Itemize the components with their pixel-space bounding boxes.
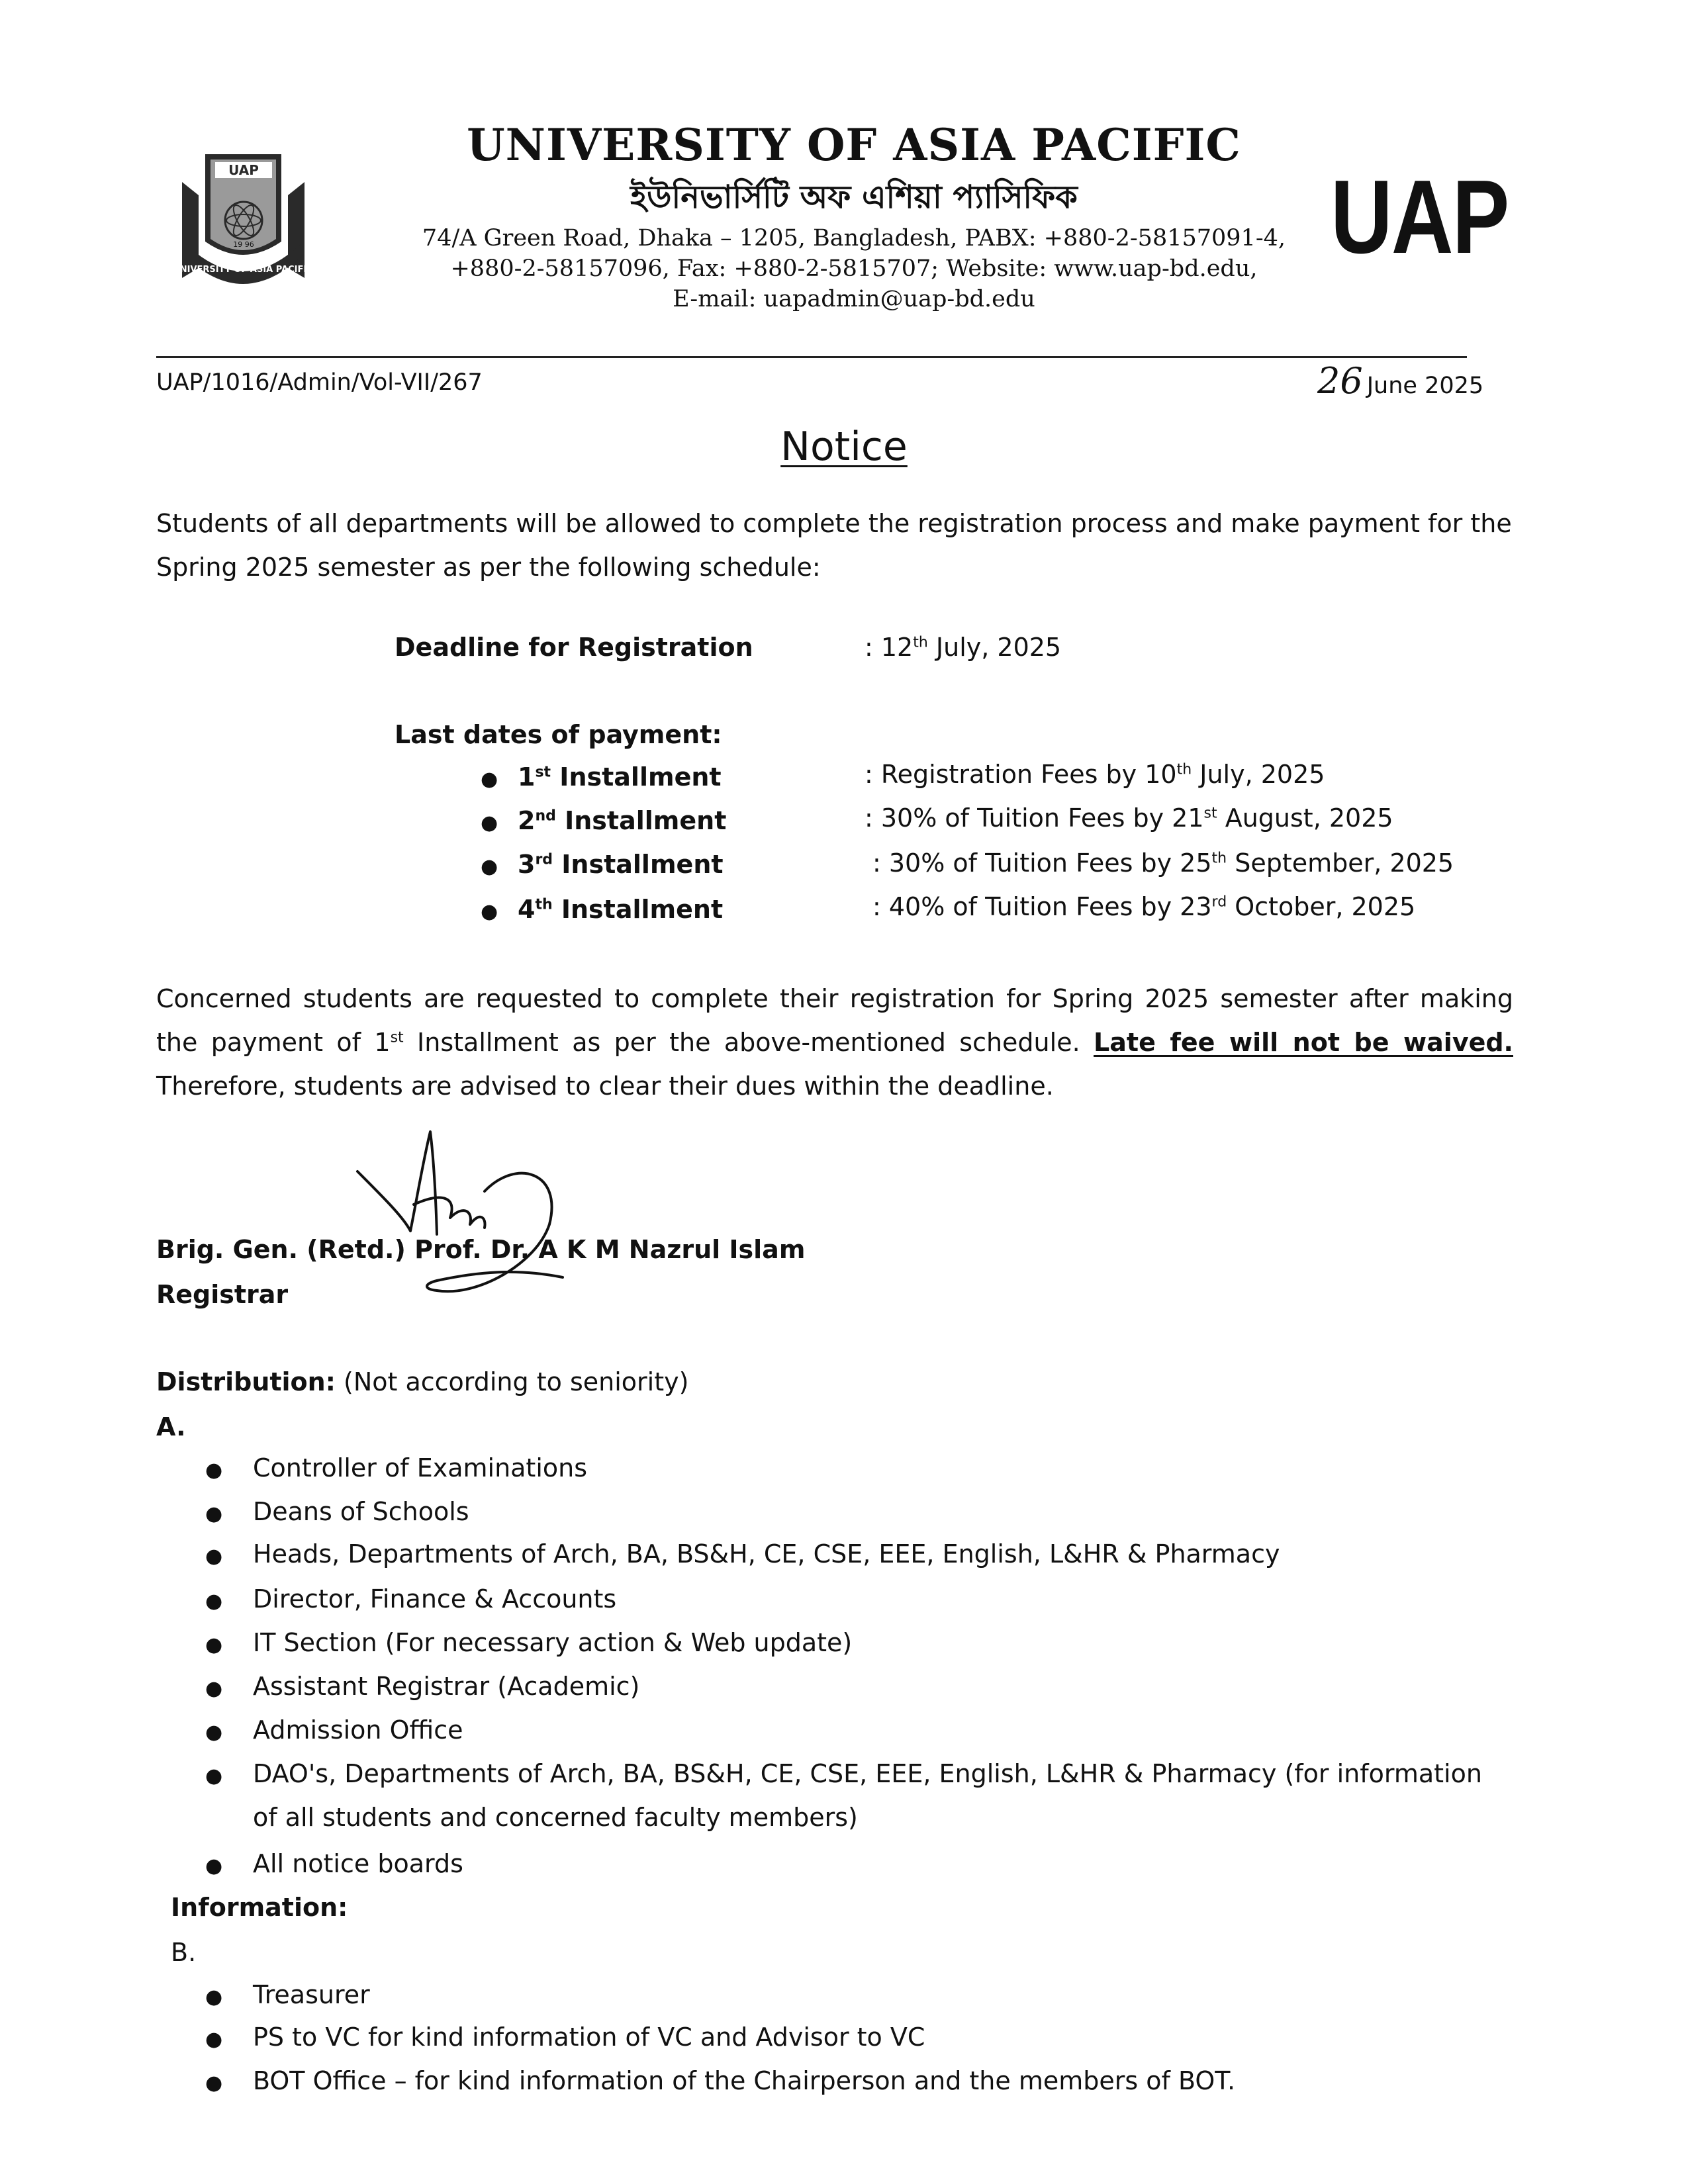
group-a-label: A. (156, 1412, 186, 1441)
list-item (205, 1539, 1280, 1569)
bullet-icon: ● (205, 1633, 223, 1657)
installment-2-value (865, 803, 1393, 833)
installment-1-sup: st (535, 764, 551, 781)
date-day: 26 (1317, 360, 1363, 402)
list-item-text: IT Section (For necessary action & Web update) (253, 1628, 853, 1657)
installment-3-sup: rd (535, 851, 553, 868)
list-item (205, 1453, 587, 1482)
installment-4-value (872, 892, 1415, 921)
information-heading: Information: (171, 1893, 348, 1922)
list-item (205, 1715, 463, 1745)
installment-4-value-rest: October, 2025 (1227, 892, 1416, 921)
email-line: E-mail: uapadmin@uap-bd.edu (673, 286, 1035, 312)
list-item (205, 1980, 370, 2009)
notice-title-text: Notice (780, 424, 908, 470)
bullet-icon: ● (205, 2028, 223, 2051)
installment-4-num: 4 (518, 895, 536, 924)
closing-sup: st (390, 1029, 404, 1046)
installment-1-num: 1 (518, 762, 536, 792)
reference-number: UAP/1016/Admin/Vol-VII/267 (156, 369, 483, 396)
address-line-1: 74/A Green Road, Dhaka – 1205, Bangladesh, PABX: +880-2-58157091-4, (422, 225, 1286, 251)
installment-1-value (865, 760, 1325, 789)
closing-text-2: Installment as per the above-mentioned schedule. (403, 1028, 1094, 1057)
list-item (205, 1672, 639, 1701)
list-item (205, 2023, 925, 2052)
university-name-bangla: ইউনিভার্সিটি অফ এশিয়া প্যাসিফিক (630, 179, 1078, 216)
distribution-heading (156, 1367, 688, 1396)
list-item (205, 2066, 1235, 2095)
bullet-icon: ● (205, 2071, 223, 2095)
list-item-text: BOT Office – for kind information of the Chairperson and the members of BOT. (253, 2066, 1236, 2095)
bullet-icon: ● (481, 900, 498, 923)
notice-title (0, 424, 1688, 470)
list-item (205, 1759, 1482, 1788)
list-item (205, 1849, 463, 1878)
list-item-text: All notice boards (253, 1849, 463, 1878)
installment-4-sup: th (535, 896, 553, 913)
list-item (205, 1628, 852, 1657)
installment-2-value-rest: August, 2025 (1217, 803, 1393, 833)
installment-2-num: 2 (518, 806, 536, 835)
payment-heading: Last dates of payment: (395, 720, 722, 749)
installment-4-label (518, 895, 723, 924)
deadline-label: Deadline for Registration (395, 633, 753, 662)
header-divider (156, 356, 1467, 358)
list-item-text: Director, Finance & Accounts (253, 1584, 617, 1614)
bullet-icon: ● (205, 1459, 223, 1482)
bullet-icon: ● (205, 1854, 223, 1878)
installment-1-word: Installment (551, 762, 722, 792)
list-item-text: Treasurer (253, 1980, 370, 2009)
installment-2-value-sup: st (1203, 805, 1217, 822)
deadline-value-text: : 12 (865, 633, 914, 662)
installment-4-word: Installment (552, 895, 724, 924)
logo-top-text: UAP (228, 162, 259, 178)
address-line-2: +880-2-58157096, Fax: +880-2-5815707; Website: www.uap-bd.edu, (450, 255, 1258, 282)
installment-2-sup: nd (535, 807, 556, 825)
installment-1-value-text: : Registration Fees by 10 (865, 760, 1177, 789)
bullet-icon: ● (205, 1545, 223, 1568)
closing-text-1: Concerned students are requested to complete their registration for Spring 2025 semester after making the payment of 1 (156, 984, 1513, 1057)
installment-3-value (872, 848, 1454, 878)
installment-1-value-sup: th (1176, 761, 1192, 778)
logo-year: 19 96 (233, 240, 254, 249)
bullet-icon: ● (205, 1590, 223, 1613)
deadline-value (865, 633, 1061, 662)
distribution-label: Distribution: (156, 1367, 336, 1396)
bullet-icon: ● (481, 855, 498, 878)
installment-3-num: 3 (518, 850, 536, 879)
installment-1-value-rest: July, 2025 (1192, 760, 1325, 789)
installment-2-word: Installment (555, 806, 727, 835)
list-item-text: Controller of Examinations (253, 1453, 588, 1482)
list-item-text: DAO's, Departments of Arch, BA, BS&H, CE, CSE, EEE, English, L&HR & Pharmacy (for information (253, 1759, 1482, 1788)
deadline-value-rest: July, 2025 (927, 633, 1062, 662)
bullet-icon: ● (205, 1764, 223, 1788)
bullet-icon: ● (205, 1677, 223, 1700)
installment-2-value-text: : 30% of Tuition Fees by 21 (865, 803, 1204, 833)
bullet-icon: ● (205, 1721, 223, 1744)
closing-text-3: Therefore, students are advised to clear their dues within the deadline. (156, 1071, 1054, 1101)
installment-4-value-sup: rd (1211, 893, 1227, 911)
bullet-icon: ● (481, 811, 498, 835)
bullet-icon: ● (205, 1985, 223, 2009)
signatory-name: Brig. Gen. (Retd.) Prof. Dr. A K M Nazrul Islam (156, 1235, 806, 1264)
installment-3-value-sup: th (1211, 850, 1227, 867)
list-item (205, 1497, 469, 1526)
list-item (205, 1584, 616, 1614)
date-month-year: June 2025 (1366, 373, 1484, 399)
list-item-text: Deans of Schools (253, 1497, 469, 1526)
installment-2-label (518, 806, 726, 835)
installment-3-label (518, 850, 724, 879)
list-item-text: Heads, Departments of Arch, BA, BS&H, CE, CSE, EEE, English, L&HR & Pharmacy (253, 1539, 1280, 1569)
deadline-value-sup: th (913, 634, 928, 651)
group-b-label: B. (171, 1938, 197, 1967)
signatory-title: Registrar (156, 1280, 289, 1309)
university-logo (169, 142, 318, 285)
closing-paragraph (156, 977, 1513, 1108)
late-fee-emphasis: Late fee will not be waived. (1094, 1028, 1513, 1057)
list-item-text: Assistant Registrar (Academic) (253, 1672, 640, 1701)
installment-1-label (518, 762, 722, 792)
logo-ring-text: UNIVERSITY OF ASIA PACIFIC (173, 265, 313, 275)
notice-date (1317, 360, 1483, 402)
installment-3-word: Installment (553, 850, 724, 879)
installment-4-value-text: : 40% of Tuition Fees by 23 (872, 892, 1212, 921)
list-item-continuation: of all students and concerned faculty members) (253, 1803, 858, 1832)
bullet-icon: ● (205, 1502, 223, 1525)
intro-paragraph: Students of all departments will be allowed to complete the registration process and make payment for the Spring 2025 semester as per the following schedule: (156, 509, 1512, 582)
installment-3-value-text: : 30% of Tuition Fees by 25 (872, 848, 1212, 878)
installment-3-value-rest: September, 2025 (1227, 848, 1454, 878)
handwritten-signature (344, 1118, 569, 1304)
list-item-text: Admission Office (253, 1715, 463, 1745)
university-name: UNIVERSITY OF ASIA PACIFIC (467, 119, 1241, 171)
list-item-text: PS to VC for kind information of VC and Advisor to VC (253, 2023, 925, 2052)
distribution-note: (Not according to seniority) (335, 1367, 689, 1396)
uap-wordmark: UAP (1331, 159, 1509, 275)
bullet-icon: ● (481, 768, 498, 791)
